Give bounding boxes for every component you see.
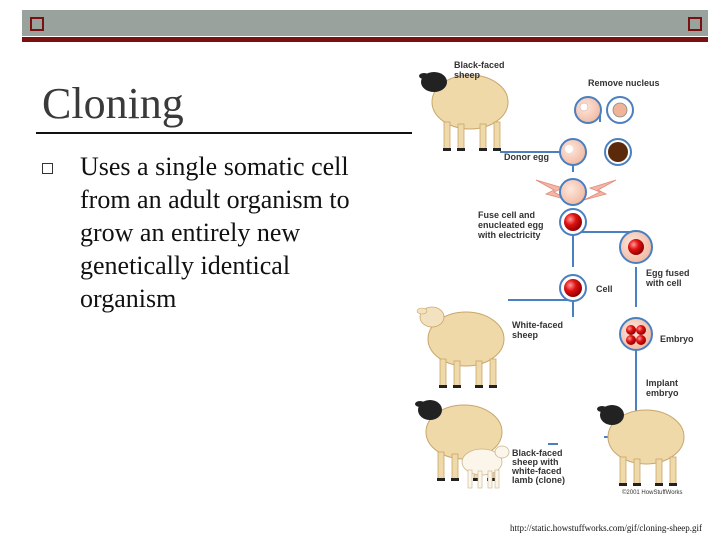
donor-cell (560, 275, 586, 301)
label-embryo: Embryo (660, 334, 694, 344)
bullet-square-icon (42, 163, 53, 174)
top-decorative-bar (22, 10, 708, 40)
donor-nucleus-cell (605, 139, 631, 165)
bullet-text: Uses a single somatic cell from an adult organism to grow an entirely new genetically identical organism (80, 152, 350, 313)
label-donor-egg: Donor egg (504, 152, 549, 162)
egg-with-nucleus (575, 97, 601, 123)
fused-red-cell (560, 209, 586, 235)
label-remove-nucleus: Remove nucleus (588, 78, 660, 88)
top-bar-left-square (30, 17, 44, 31)
removed-nucleus (607, 97, 633, 123)
label-fuse: Fuse cell and enucleated egg with electricity (478, 210, 544, 240)
top-bar-right-square (688, 17, 702, 31)
black-faced-sheep (419, 72, 508, 151)
label-cell: Cell (596, 284, 613, 294)
label-black-faced-sheep: Black-faced sheep (454, 60, 505, 80)
title-underline (36, 132, 412, 134)
top-bar-fill (22, 10, 708, 36)
top-bar-accent-line (22, 37, 708, 42)
label-lamb-clone: Black-faced sheep with white-faced lamb (clone) (512, 448, 566, 485)
label-white-faced-sheep: White-faced sheep (512, 320, 564, 340)
enucleated-egg (560, 179, 586, 205)
egg-fused-cell (620, 231, 652, 263)
slide-title: Cloning (42, 79, 184, 128)
embryo-cell (620, 318, 652, 350)
copyright-label: ©2001 HowStuffWorks (622, 490, 683, 496)
donor-egg-cell (560, 139, 586, 165)
label-egg-fused: Egg fused with cell (646, 268, 690, 288)
surrogate-sheep-right (597, 405, 684, 486)
cloning-diagram (408, 52, 710, 502)
white-faced-sheep (417, 307, 504, 388)
cloned-lamb (462, 446, 509, 488)
label-implant: Implant embryo (646, 378, 679, 398)
image-credit: http://static.howstuffworks.com/gif/cloning-sheep.gif (510, 523, 703, 533)
